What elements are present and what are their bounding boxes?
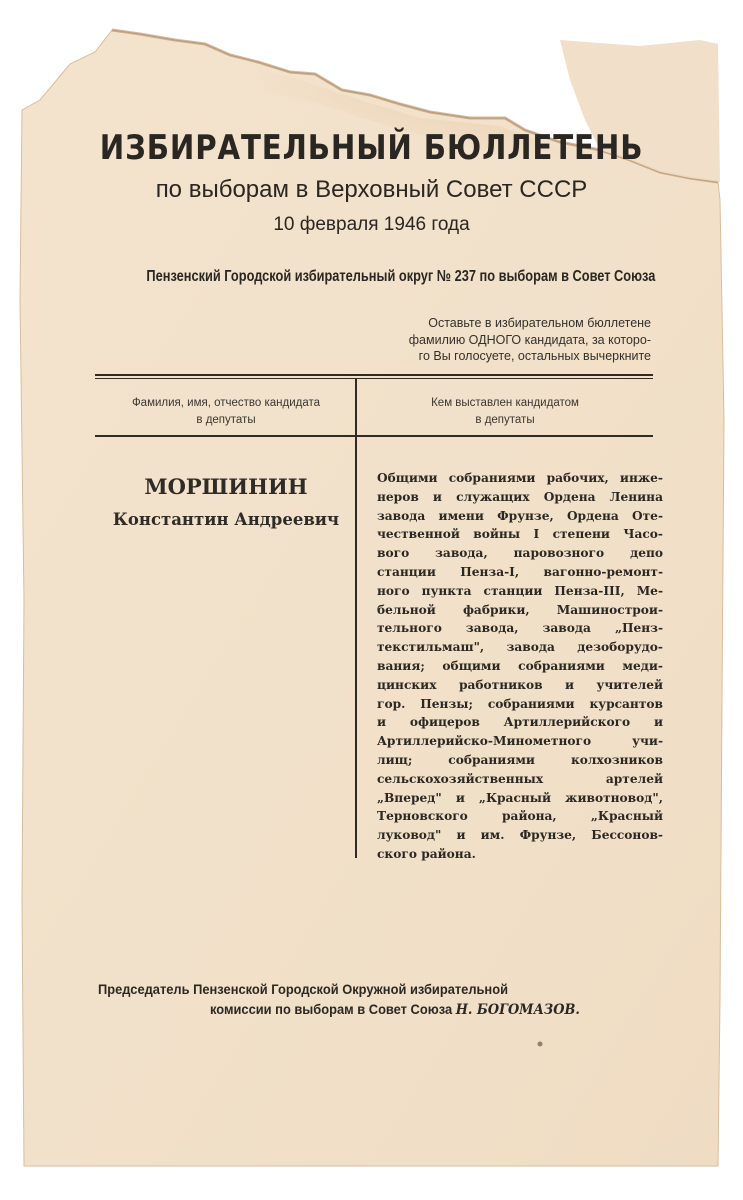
commission-line (210, 1001, 633, 1018)
column-divider (355, 378, 357, 858)
nomination-line: неров и служащих Ордена Ленина (377, 489, 663, 504)
nomination-line: текстильмаш", завода дезоборудо- (377, 640, 663, 655)
commission-chair-line: Председатель Пензенской Городской Окружной избирательной (98, 981, 509, 997)
nomination-line: „Вперед" и „Красный животновод", (377, 790, 663, 805)
header-line: в депутаты (475, 414, 535, 426)
nomination-line: ного пункта станции Пенза-III, Ме- (377, 583, 663, 598)
candidate-column-header (95, 395, 357, 429)
nomination-line: вания; общими собраниями меди- (377, 658, 663, 673)
header-line: Кем выставлен кандидатом (431, 397, 579, 409)
voting-instruction (409, 315, 651, 365)
table-top-rule (95, 374, 653, 376)
nomination-line: цинских работников и учителей (377, 677, 663, 692)
electoral-district: Пензенский Городской избирательный округ № 237 по выборам в Совет Союза (146, 268, 656, 285)
commission-text: комиссии по выборам в Совет Союза (210, 1001, 453, 1017)
nomination-line: и офицеров Артиллерийского и (377, 715, 663, 730)
ballot-title: ИЗБИРАТЕЛЬНЫЙ БЮЛЛЕТЕНЬ (99, 128, 644, 168)
table-top-rule-thin (95, 378, 653, 379)
nomination-line: бельной фабрики, Машинострои- (377, 602, 663, 617)
candidate-given-names: Константин Андреевич (112, 510, 340, 529)
nominated-by-text (377, 469, 663, 864)
nomination-line: завода имени Фрунзе, Ордена Оте- (377, 508, 663, 523)
header-line: Фамилия, имя, отчество кандидата (131, 397, 321, 409)
nomination-line: станции Пенза-I, вагонно-ремонт- (377, 564, 663, 579)
nomination-line: тельного завода, завода „Пенз- (377, 621, 663, 636)
table-header-rule (95, 435, 653, 437)
election-date: 10 февраля 1946 года (273, 214, 470, 235)
instruction-line: го Вы голосуете, остальных вычеркните (418, 349, 651, 363)
chairman-signature: Н. БОГОМАЗОВ. (455, 1002, 580, 1018)
nomination-line: сельскохозяйственных артелей (377, 771, 663, 786)
nomination-line: Артиллерийско-Минометного учи- (377, 734, 663, 749)
ballot-subtitle: по выборам в Верховный Совет СССР (155, 176, 588, 203)
nomination-line: Общими собраниями рабочих, инже- (377, 471, 663, 485)
nomination-line: луковод" и им. Фрунзе, Бессонов- (377, 828, 663, 843)
candidate-surname: МОРШИНИН (144, 474, 308, 499)
instruction-line: фамилию ОДНОГО кандидата, за которо- (408, 332, 651, 347)
nomination-line: Терновского района, „Красный (377, 809, 663, 824)
nomination-line: чественной войны I степени Часо- (377, 527, 663, 542)
nomination-line: ского района. (377, 846, 476, 861)
nomination-line: лищ; собраниями колхозников (377, 752, 663, 767)
nomination-line: вого завода, паровозного депо (377, 546, 663, 561)
instruction-line: Оставьте в избирательном бюллетене (428, 316, 651, 330)
nomination-line: гор. Пензы; собраниями курсантов (377, 696, 663, 711)
nominator-column-header (357, 395, 653, 429)
header-line: в депутаты (196, 414, 256, 426)
